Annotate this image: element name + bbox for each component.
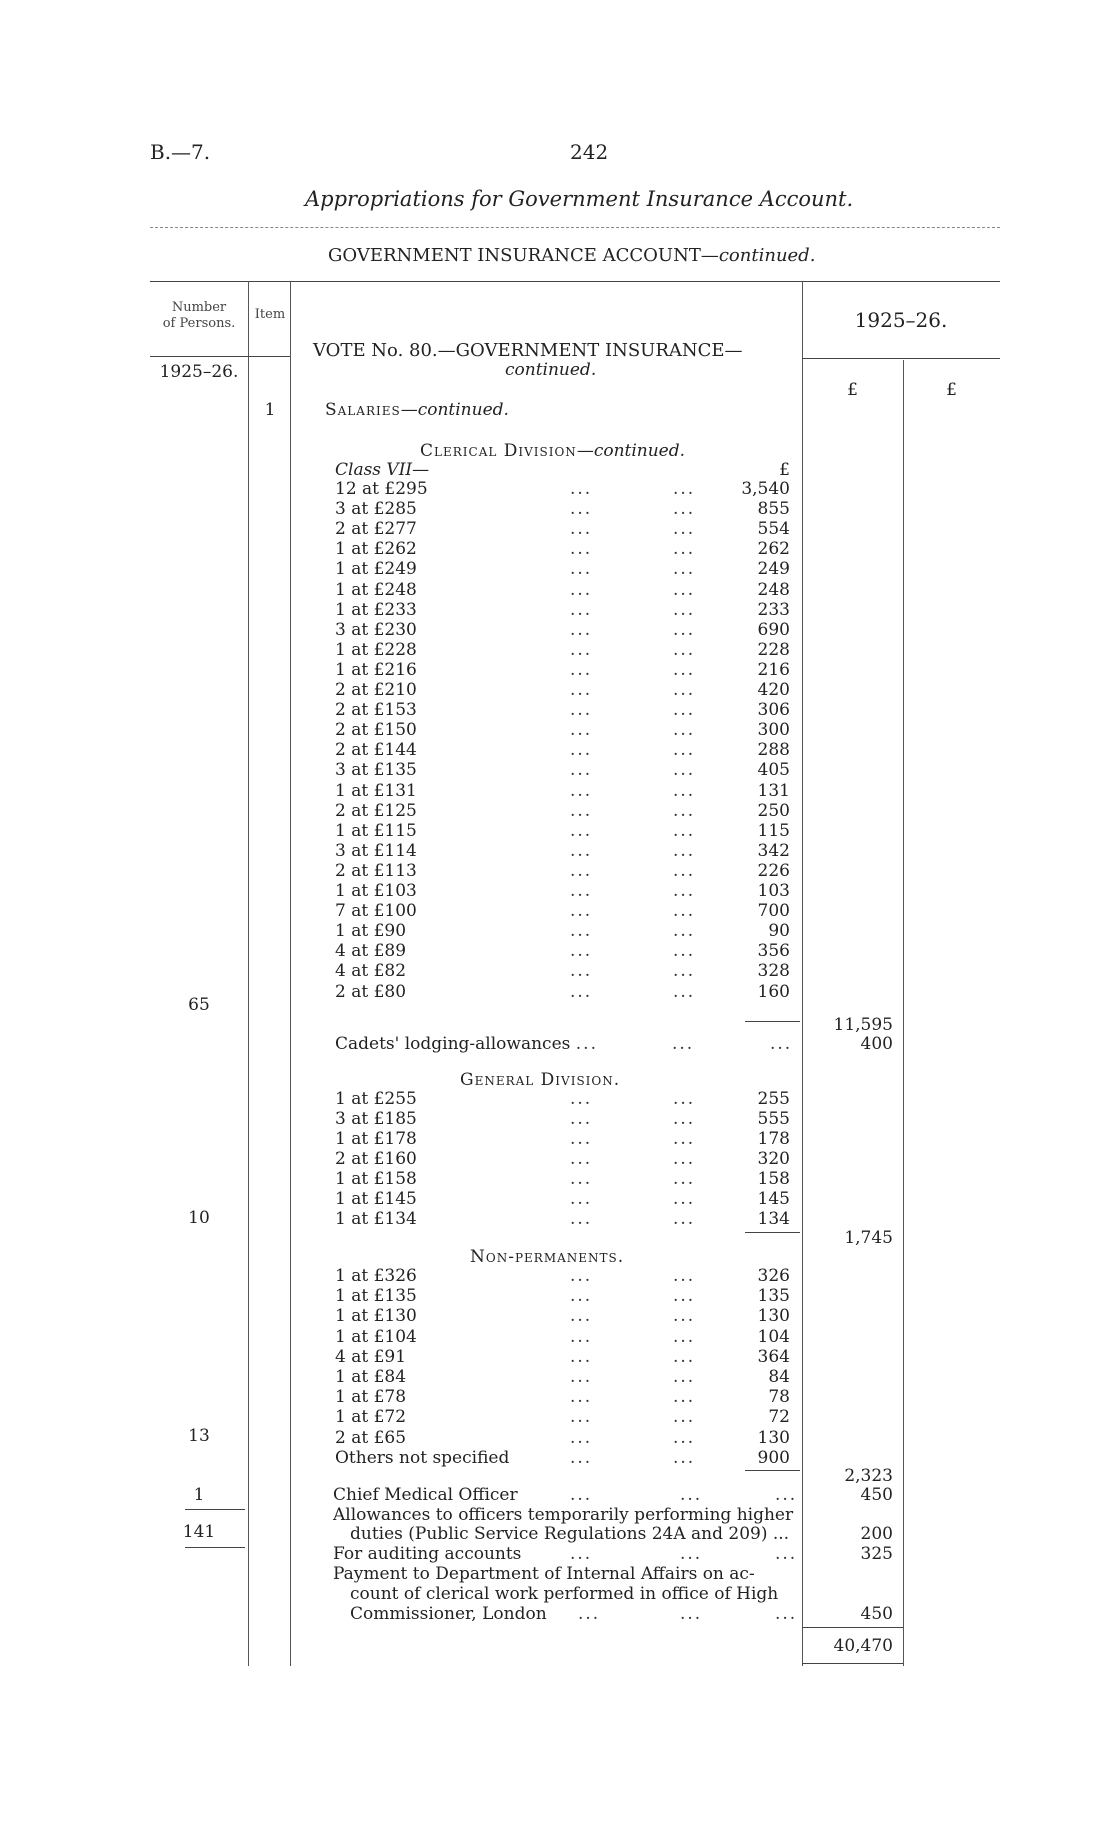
general-row-leader-dots: ...	[673, 1109, 696, 1129]
nonperm-subtotal: 2,323	[844, 1466, 893, 1486]
nonperm-row-leader-dots: ...	[673, 1326, 696, 1347]
nonperm-row-desc: 2 at £65	[335, 1427, 407, 1448]
clerical-row-leader-dots: ...	[673, 800, 696, 821]
clerical-row-leader-dots: ...	[673, 840, 696, 861]
nonperm-row-leader-dots: ...	[570, 1427, 593, 1448]
allowances-line-2: duties (Public Service Regulations 24A and 209) ...	[350, 1524, 790, 1544]
nonperm-row-desc: 1 at £326	[335, 1266, 417, 1286]
vote-continued: continued.	[505, 360, 597, 380]
persons-total-rule-bottom	[185, 1547, 245, 1548]
clerical-row-leader-dots: ...	[673, 519, 696, 540]
clerical-row-amount: 420	[757, 680, 790, 700]
nonperm-row-leader-dots: ...	[673, 1266, 696, 1286]
general-row-amount: 158	[757, 1169, 790, 1189]
clerical-row-leader-dots: ...	[673, 659, 696, 680]
nonperm-row-desc: Others not specified	[335, 1447, 510, 1468]
payment-line-3: Commissioner, London	[350, 1604, 547, 1624]
cadets-allowance-amount: 400	[860, 1034, 893, 1054]
nonperm-row-desc: 1 at £78	[335, 1387, 407, 1408]
clerical-row-desc: 3 at £114	[335, 840, 417, 861]
nonperm-row-amount: 326	[757, 1266, 790, 1286]
audit-leader-dots-3: ...	[775, 1544, 798, 1564]
general-subtotal-rule	[745, 1232, 800, 1233]
general-row-leader-dots: ...	[673, 1149, 696, 1169]
cadets-leader-dots: ...	[672, 1034, 695, 1054]
general-row-desc: 2 at £160	[335, 1149, 417, 1169]
clerical-row-amount: 248	[757, 579, 790, 600]
nonperm-row-leader-dots: ...	[570, 1266, 593, 1286]
nonperm-row-desc: 1 at £84	[335, 1367, 407, 1387]
clerical-row-amount: 554	[757, 519, 790, 540]
nonperm-row-leader-dots: ...	[673, 1306, 696, 1327]
clerical-row-desc: 4 at £82	[335, 961, 407, 982]
general-row-leader-dots: ...	[673, 1089, 696, 1109]
grand-total: 40,470	[833, 1636, 893, 1656]
clerical-row-leader-dots: ...	[570, 700, 593, 721]
nonperm-row-amount: 364	[757, 1346, 790, 1367]
general-row-leader-dots: ...	[673, 1189, 696, 1209]
clerical-row-leader-dots: ...	[673, 579, 696, 600]
clerical-row-amount: 300	[757, 720, 790, 741]
clerical-row-leader-dots: ...	[570, 901, 593, 922]
clerical-row-desc: 1 at £262	[335, 539, 417, 560]
clerical-row-leader-dots: ...	[570, 780, 593, 801]
clerical-row-leader-dots: ...	[570, 800, 593, 821]
clerical-row-amount: 288	[757, 740, 790, 761]
chief-medical-officer-label: Chief Medical Officer	[333, 1485, 518, 1505]
clerical-row-leader-dots: ...	[570, 921, 593, 942]
page-title: Appropriations for Government Insurance Account.	[305, 187, 854, 211]
clerical-row-leader-dots: ...	[673, 700, 696, 721]
nonperm-row-desc: 1 at £130	[335, 1306, 417, 1327]
clerical-row-amount: 700	[757, 901, 790, 922]
cadets-leader-dots-2: ...	[770, 1034, 793, 1054]
clerical-row-leader-dots: ...	[673, 780, 696, 801]
general-row-leader-dots: ...	[673, 1209, 696, 1229]
clerical-row-amount: 131	[757, 780, 790, 801]
clerical-persons: 65	[188, 995, 210, 1015]
clerical-row-leader-dots: ...	[570, 539, 593, 560]
clerical-row-amount: 228	[757, 639, 790, 660]
document-reference: B.—7.	[150, 140, 211, 164]
clerical-row-amount: 855	[757, 499, 790, 520]
item-column-header: Item	[254, 307, 286, 322]
clerical-subtotal-rule	[745, 1021, 800, 1022]
clerical-row-leader-dots: ...	[570, 860, 593, 881]
class-seven-label: Class VII—	[335, 460, 430, 480]
total-persons: 141	[182, 1522, 216, 1542]
nonperm-row-amount: 130	[757, 1427, 790, 1448]
clerical-row-amount: 250	[757, 800, 790, 821]
account-heading: GOVERNMENT INSURANCE ACCOUNT—continued.	[328, 245, 816, 266]
second-amount-column-rule	[903, 360, 904, 1666]
clerical-row-desc: 1 at £248	[335, 579, 417, 600]
general-row-leader-dots: ...	[673, 1169, 696, 1189]
clerical-row-leader-dots: ...	[570, 981, 593, 1002]
clerical-row-desc: 2 at £150	[335, 720, 417, 741]
allowances-line-1: Allowances to officers temporarily performing higher	[333, 1505, 794, 1525]
general-row-desc: 1 at £145	[335, 1189, 417, 1209]
clerical-row-leader-dots: ...	[570, 840, 593, 861]
cadets-allowance-label: Cadets' lodging-allowances ...	[335, 1034, 598, 1054]
clerical-row-leader-dots: ...	[673, 599, 696, 620]
general-subtotal: 1,745	[844, 1228, 893, 1248]
item-column-rule	[290, 281, 291, 1666]
clerical-row-amount: 103	[757, 881, 790, 901]
clerical-row-leader-dots: ...	[673, 619, 696, 640]
nonperm-row-leader-dots: ...	[673, 1447, 696, 1468]
cmo-amount: 450	[860, 1485, 893, 1505]
nonperm-row-leader-dots: ...	[673, 1367, 696, 1387]
clerical-row-leader-dots: ...	[673, 479, 696, 499]
clerical-row-desc: 1 at £103	[335, 881, 417, 901]
nonperm-subtotal-rule	[745, 1470, 800, 1471]
pound-sign-col1: £	[847, 380, 858, 400]
clerical-row-desc: 1 at £131	[335, 780, 417, 801]
grand-total-rule-top	[802, 1627, 903, 1628]
nonperm-row-leader-dots: ...	[673, 1427, 696, 1448]
cmo-persons: 1	[193, 1485, 205, 1505]
general-row-leader-dots: ...	[570, 1169, 593, 1189]
payment-leader-dots-2: ...	[680, 1604, 703, 1624]
clerical-row-desc: 2 at £80	[335, 981, 407, 1002]
persons-year-label: 1925–26.	[159, 362, 239, 382]
cmo-leader-dots-2: ...	[680, 1485, 703, 1505]
amount-column-rule	[802, 281, 803, 1666]
general-row-leader-dots: ...	[570, 1189, 593, 1209]
grand-total-rule-bottom	[802, 1663, 903, 1664]
clerical-row-desc: 4 at £89	[335, 941, 407, 962]
nonperm-row-leader-dots: ...	[570, 1447, 593, 1468]
persons-column-header: Number of Persons.	[162, 300, 236, 331]
clerical-row-desc: 3 at £285	[335, 499, 417, 520]
clerical-row-desc: 1 at £249	[335, 559, 417, 580]
general-row-leader-dots: ...	[570, 1089, 593, 1109]
clerical-row-desc: 2 at £277	[335, 519, 417, 540]
clerical-row-amount: 306	[757, 700, 790, 721]
clerical-row-desc: 12 at £295	[335, 479, 428, 499]
clerical-row-leader-dots: ...	[570, 760, 593, 781]
general-row-desc: 3 at £185	[335, 1109, 417, 1129]
clerical-row-leader-dots: ...	[570, 659, 593, 680]
general-row-leader-dots: ...	[570, 1109, 593, 1129]
general-row-desc: 1 at £178	[335, 1129, 417, 1149]
general-row-desc: 1 at £255	[335, 1089, 417, 1109]
nonperm-row-amount: 84	[768, 1367, 790, 1387]
clerical-row-desc: 2 at £125	[335, 800, 417, 821]
general-row-amount: 178	[757, 1129, 790, 1149]
auditing-accounts-label: For auditing accounts	[333, 1544, 522, 1564]
nonperm-row-leader-dots: ...	[673, 1407, 696, 1428]
nonperm-row-leader-dots: ...	[570, 1387, 593, 1408]
allowances-amount: 200	[860, 1524, 893, 1544]
nonperm-row-amount: 104	[757, 1326, 790, 1347]
audit-leader-dots: ...	[570, 1544, 593, 1564]
clerical-row-leader-dots: ...	[570, 599, 593, 620]
clerical-division-heading: Clerical Division—continued.	[420, 441, 686, 461]
nonperm-row-leader-dots: ...	[570, 1326, 593, 1347]
clerical-row-amount: 262	[757, 539, 790, 560]
clerical-row-desc: 2 at £153	[335, 700, 417, 721]
payment-leader-dots-3: ...	[775, 1604, 798, 1624]
clerical-row-leader-dots: ...	[673, 820, 696, 841]
nonperm-row-leader-dots: ...	[570, 1346, 593, 1367]
general-row-amount: 255	[757, 1089, 790, 1109]
nonperm-row-leader-dots: ...	[673, 1346, 696, 1367]
auditing-amount: 325	[860, 1544, 893, 1564]
salaries-heading: Salaries—continued.	[325, 400, 509, 420]
general-row-leader-dots: ...	[570, 1209, 593, 1229]
general-row-desc: 1 at £158	[335, 1169, 417, 1189]
audit-leader-dots-2: ...	[680, 1544, 703, 1564]
payment-leader-dots: ...	[578, 1604, 601, 1624]
nonperm-row-leader-dots: ...	[673, 1286, 696, 1307]
nonperm-row-amount: 900	[757, 1447, 790, 1468]
nonperm-row-leader-dots: ...	[570, 1407, 593, 1428]
clerical-row-desc: 2 at £113	[335, 860, 417, 881]
clerical-row-amount: 90	[768, 921, 790, 942]
payment-line-1: Payment to Department of Internal Affairs on ac-	[333, 1564, 755, 1584]
non-permanents-heading: Non-permanents.	[470, 1247, 625, 1267]
nonperm-row-leader-dots: ...	[570, 1306, 593, 1327]
nonperm-row-desc: 4 at £91	[335, 1346, 407, 1367]
clerical-row-leader-dots: ...	[570, 740, 593, 761]
clerical-row-amount: 115	[757, 820, 790, 841]
clerical-row-amount: 690	[757, 619, 790, 640]
clerical-row-amount: 356	[757, 941, 790, 962]
general-row-amount: 320	[757, 1149, 790, 1169]
clerical-row-leader-dots: ...	[673, 881, 696, 901]
clerical-row-leader-dots: ...	[673, 961, 696, 982]
clerical-row-leader-dots: ...	[570, 579, 593, 600]
general-row-amount: 555	[757, 1109, 790, 1129]
clerical-row-desc: 2 at £144	[335, 740, 417, 761]
nonperm-row-desc: 1 at £135	[335, 1286, 417, 1307]
page-number: 242	[570, 140, 609, 164]
header-rule	[150, 227, 1000, 228]
clerical-row-leader-dots: ...	[570, 519, 593, 540]
nonperm-persons: 13	[188, 1426, 210, 1446]
nonperm-row-desc: 1 at £72	[335, 1407, 407, 1428]
clerical-row-leader-dots: ...	[673, 860, 696, 881]
general-row-amount: 145	[757, 1189, 790, 1209]
general-division-heading: General Division.	[460, 1070, 621, 1090]
clerical-row-amount: 160	[757, 981, 790, 1002]
clerical-row-leader-dots: ...	[673, 901, 696, 922]
payment-line-2: count of clerical work performed in office of High	[350, 1584, 779, 1604]
clerical-row-amount: 249	[757, 559, 790, 580]
clerical-row-leader-dots: ...	[570, 559, 593, 580]
vote-title: VOTE No. 80.—GOVERNMENT INSURANCE—	[313, 340, 743, 361]
nonperm-row-leader-dots: ...	[570, 1286, 593, 1307]
clerical-row-leader-dots: ...	[570, 720, 593, 741]
general-persons: 10	[188, 1208, 210, 1228]
clerical-row-leader-dots: ...	[673, 740, 696, 761]
clerical-row-leader-dots: ...	[570, 479, 593, 499]
clerical-row-leader-dots: ...	[673, 639, 696, 660]
clerical-row-desc: 1 at £233	[335, 599, 417, 620]
clerical-row-amount: 328	[757, 961, 790, 982]
clerical-row-leader-dots: ...	[570, 961, 593, 982]
clerical-row-desc: 1 at £115	[335, 820, 417, 841]
clerical-row-desc: 1 at £216	[335, 659, 417, 680]
clerical-row-desc: 3 at £135	[335, 760, 417, 781]
clerical-row-amount: 216	[757, 659, 790, 680]
nonperm-row-leader-dots: ...	[570, 1367, 593, 1387]
clerical-row-leader-dots: ...	[673, 539, 696, 560]
general-row-desc: 1 at £134	[335, 1209, 417, 1229]
clerical-pound-sign: £	[779, 460, 790, 480]
cmo-leader-dots: ...	[570, 1485, 593, 1505]
clerical-row-desc: 1 at £90	[335, 921, 407, 942]
clerical-row-leader-dots: ...	[570, 881, 593, 901]
clerical-row-leader-dots: ...	[570, 680, 593, 700]
nonperm-row-amount: 72	[768, 1407, 790, 1428]
persons-column-rule	[248, 281, 249, 1666]
nonperm-row-amount: 135	[757, 1286, 790, 1307]
nonperm-row-amount: 130	[757, 1306, 790, 1327]
clerical-row-leader-dots: ...	[570, 941, 593, 962]
general-row-leader-dots: ...	[570, 1149, 593, 1169]
clerical-row-amount: 233	[757, 599, 790, 620]
persons-header-rule	[150, 356, 290, 357]
clerical-row-amount: 342	[757, 840, 790, 861]
clerical-row-leader-dots: ...	[673, 499, 696, 520]
general-row-leader-dots: ...	[570, 1129, 593, 1149]
general-row-leader-dots: ...	[673, 1129, 696, 1149]
clerical-row-leader-dots: ...	[673, 760, 696, 781]
clerical-row-leader-dots: ...	[570, 639, 593, 660]
nonperm-row-amount: 78	[768, 1387, 790, 1408]
clerical-row-leader-dots: ...	[673, 981, 696, 1002]
year-header-rule	[802, 358, 1000, 359]
clerical-row-amount: 226	[757, 860, 790, 881]
clerical-row-leader-dots: ...	[673, 921, 696, 942]
clerical-row-leader-dots: ...	[673, 941, 696, 962]
clerical-row-leader-dots: ...	[570, 820, 593, 841]
clerical-subtotal: 11,595	[833, 1015, 893, 1035]
item-number: 1	[264, 400, 276, 420]
cmo-leader-dots-3: ...	[775, 1485, 798, 1505]
pound-sign-col2: £	[946, 380, 957, 400]
clerical-row-desc: 3 at £230	[335, 619, 417, 640]
nonperm-row-leader-dots: ...	[673, 1387, 696, 1408]
nonperm-row-desc: 1 at £104	[335, 1326, 417, 1347]
year-column-header: 1925–26.	[854, 308, 948, 332]
clerical-row-desc: 7 at £100	[335, 901, 417, 922]
clerical-row-leader-dots: ...	[673, 720, 696, 741]
general-row-amount: 134	[757, 1209, 790, 1229]
table-top-rule	[150, 281, 1000, 282]
clerical-row-leader-dots: ...	[673, 559, 696, 580]
clerical-row-amount: 3,540	[741, 479, 790, 499]
clerical-row-leader-dots: ...	[673, 680, 696, 700]
persons-total-rule-top	[185, 1509, 245, 1510]
clerical-row-desc: 2 at £210	[335, 680, 417, 700]
clerical-row-leader-dots: ...	[570, 619, 593, 640]
payment-amount: 450	[860, 1604, 893, 1624]
clerical-row-desc: 1 at £228	[335, 639, 417, 660]
clerical-row-amount: 405	[757, 760, 790, 781]
clerical-row-leader-dots: ...	[570, 499, 593, 520]
